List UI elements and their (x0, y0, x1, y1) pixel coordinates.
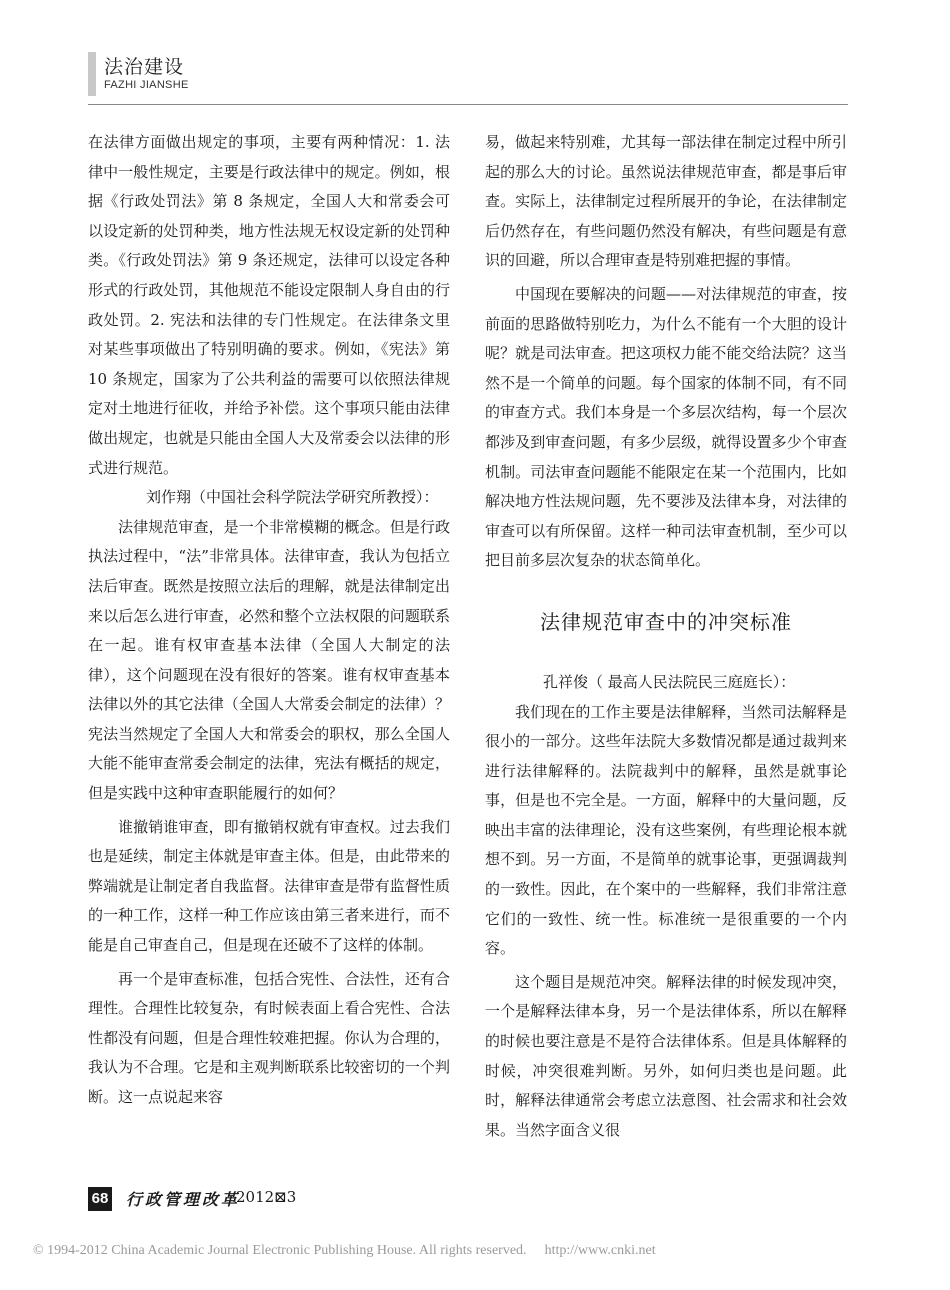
journal-name: 行政管理改革 (126, 1190, 241, 1209)
paragraph: 在法律方面做出规定的事项，主要有两种情况：1. 法律中一般性规定，主要是行政法律中的规定。例如，根据《行政处罚法》第 8 条规定，全国人大和常委会可以设定新的处罚种类，地方性法规无权设定新的处罚种类。《行政处罚法》第 9 条还规定，法律可以设定各种形式的行政处罚，其他规范不能设定限制人身自由的行政处罚。2. 宪法和法律的专门性规定。在法律条文里对某些事项做出了特别明确的要求。例如，《宪法》第 10 条规定，国家为了公共利益的需要可以依照法律规定对土地进行征收，并给予补偿。这个事项只能由法律做出规定，也就是只能由全国人大及常委会以法律的形式进行规范。 (88, 133, 450, 477)
paragraph: 这个题目是规范冲突。解释法律的时候发现冲突，一个是解释法律本身，另一个是法律体系，所以在解释的时候也要注意是不是符合法律体系。但是具体解释的时候，冲突很难判断。另外，如何归类也是问题。此时，解释法律通常会考虑立法意图、社会需求和社会效果。当然字面含义很 (485, 972, 847, 1139)
section-subtitle: FAZHI JIANSHE (104, 79, 189, 91)
speaker-line: 刘作翔（中国社会科学院法学研究所教授）： (146, 488, 439, 507)
paragraph: 再一个是审查标准，包括合宪性、合法性，还有合理性。合理性比较复杂，有时候表面上看合宪性、合法性都没有问题，但是合理性较难把握。你认为合理的，我认为不合理。它是和主观判断联系比较密切的一个判断。这一点说起来容 (88, 969, 450, 1106)
speaker-line: 孔祥俊（ 最高人民法院民三庭庭长）： (543, 672, 796, 691)
page-number: 68 (88, 1187, 112, 1211)
cnki-link[interactable]: http://www.cnki.net (544, 1243, 656, 1258)
running-header (88, 52, 848, 104)
paragraph: 我们现在的工作主要是法律解释，当然司法解释是很小的一部分。这些年法院大多数情况都是通过裁判来进行法律解释的。法院裁判中的解释，虽然是就事论事，但是也不完全是。一方面，解释中的大量问题，反映出丰富的法律理论，没有这些案例，有些理论根本就想不到。另一方面，不是简单的就事论事，更强调裁判的一致性。因此，在个案中的一些解释，我们非常注意它们的一致性、统一性。标准统一是很重要的一个内容。 (485, 702, 847, 958)
header-accent-bar (88, 52, 96, 96)
paragraph: 法律规范审查，是一个非常模糊的概念。但是行政执法过程中，“法”非常具体。法律审查，我认为包括立法后审查。既然是按照立法后的理解，就是法律制定出来以后怎么进行审查，必然和整个立法权限的问题联系在一起。谁有权审查基本法律（全国人大制定的法律），这个问题现在没有很好的答案。谁有权审查基本法律以外的其它法律（全国人大常委会制定的法律）？宪法当然规定了全国人大和常委会的职权，那么全国人大能不能审查常委会制定的法律，宪法有概括的规定，但是实践中这种审查职能履行的如何？ (88, 517, 450, 803)
issue-number: 2012⊠3 (236, 1188, 297, 1206)
section-title: 法治建设 (104, 56, 185, 78)
paragraph: 谁撤销谁审查，即有撤销权就有审查权。过去我们也是延续，制定主体就是审查主体。但是，由此带来的弊端就是让制定者自我监督。法律审查是带有监督性质的一种工作，这样一种工作应该由第三者来进行，而不能是自己审查自己，但是现在还破不了这样的体制。 (88, 817, 450, 955)
paragraph: 易，做起来特别难，尤其每一部法律在制定过程中所引起的那么大的讨论。虽然说法律规范审查，都是事后审查。实际上，法律制定过程所展开的争论，在法律制定后仍然存在，有些问题仍然没有解决，有些问题是有意识的回避，所以合理审查是特别难把握的事情。 (485, 133, 847, 270)
right-column (485, 128, 847, 1145)
paragraph: 中国现在要解决的问题——对法律规范的审查，按前面的思路做特别吃力，为什么不能有一个大胆的设计呢？就是司法审查。把这项权力能不能交给法院？这当然不是一个简单的问题。每个国家的体制不同，有不同的审查方式。我们本身是一个多层次结构，每一个层次都涉及到审查问题，有多少层级，就得设置多少个审查机制。司法审查问题能不能限定在某一个范围内，比如解决地方性法规问题，先不要涉及法律本身，对法律的审查可以有所保留。这样一种司法审查机制，至少可以把目前多层次复杂的状态简单化。 (485, 284, 847, 570)
page-footer (88, 1185, 488, 1215)
header-divider (88, 104, 848, 105)
left-column (88, 128, 450, 1113)
article-section-heading: 法律规范审查中的冲突标准 (540, 609, 792, 634)
copyright-text: © 1994-2012 China Academic Journal Electronic Publishing House. All rights reserved. (33, 1243, 527, 1258)
copyright-notice (33, 1243, 656, 1259)
